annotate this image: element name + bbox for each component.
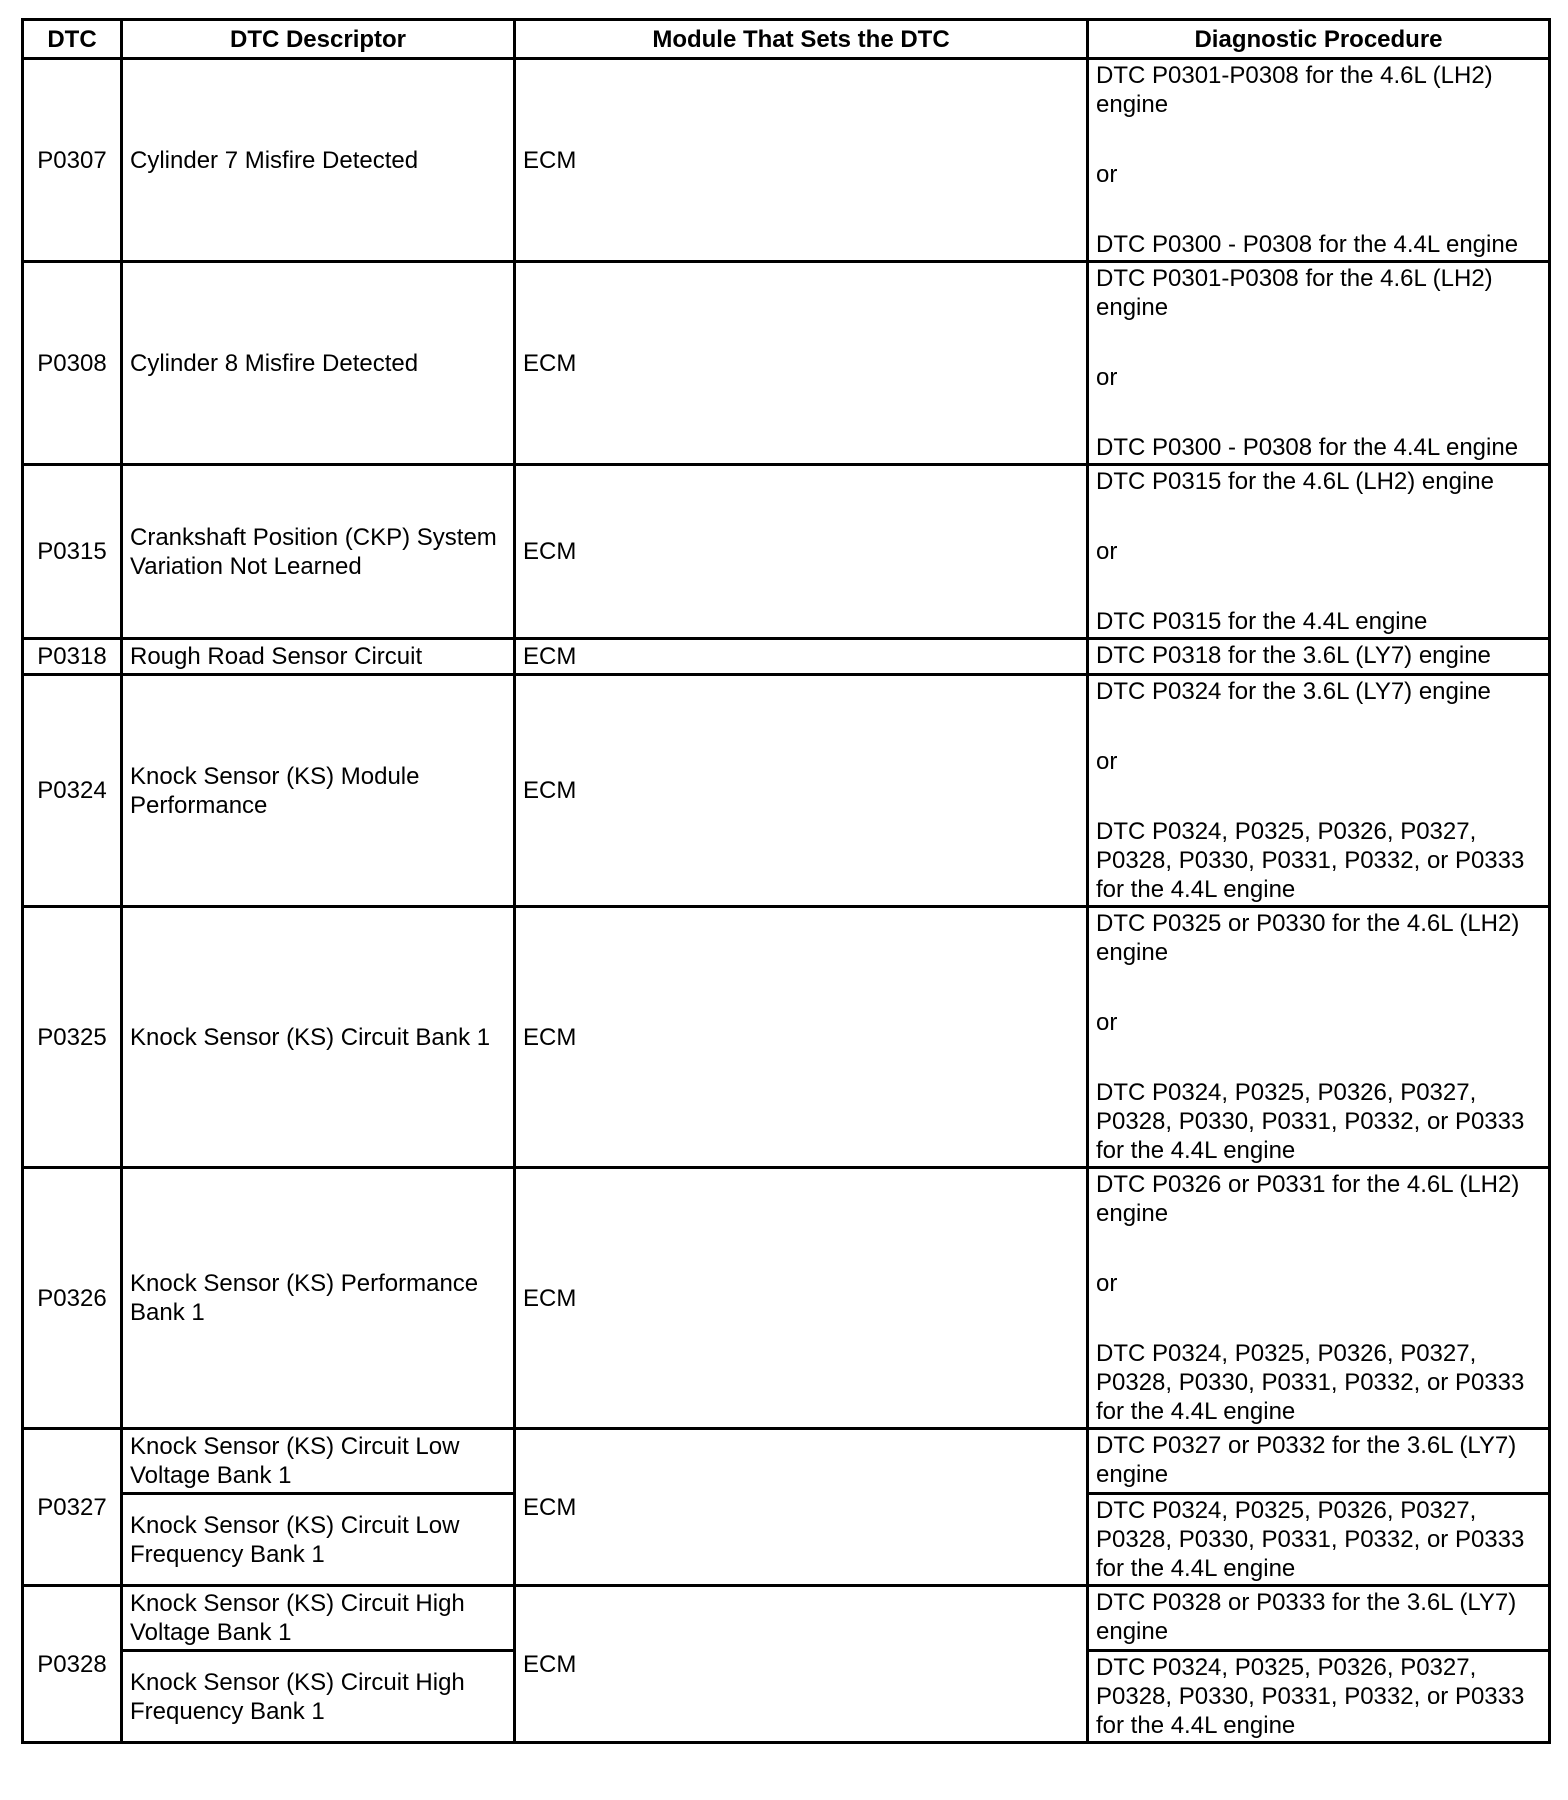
procedure-line: DTC P0315 for the 4.4L engine [1096,608,1428,635]
dtc-code: P0328 [23,1586,122,1743]
header-dtc: DTC [23,20,122,59]
procedure-line: DTC P0300 - P0308 for the 4.4L engine [1096,231,1519,258]
dtc-descriptor: Cylinder 8 Misfire Detected [122,262,515,465]
dtc-module: ECM [515,1429,1088,1586]
diagnostic-procedure: DTC P0324, P0325, P0326, P0327, P0328, P0330, P0331, P0332, or P0333 for the 4.4L engine [1088,1494,1550,1586]
table-row [23,1168,1550,1429]
dtc-descriptor: Knock Sensor (KS) Circuit High Frequency Bank 1 [122,1651,515,1743]
procedure-or: or [1096,748,1118,775]
header-module: Module That Sets the DTC [515,20,1088,59]
dtc-code: P0307 [23,59,122,262]
dtc-code: P0318 [23,639,122,675]
dtc-code: P0325 [23,907,122,1168]
dtc-module: ECM [515,1586,1088,1743]
dtc-module: ECM [515,907,1088,1168]
dtc-descriptor: Knock Sensor (KS) Performance Bank 1 [122,1168,515,1429]
dtc-descriptor: Knock Sensor (KS) Circuit High Voltage Bank 1 [122,1586,515,1651]
procedure-or: or [1096,1270,1118,1297]
header-row [23,20,1550,59]
procedure-line: DTC P0324, P0325, P0326, P0327, P0328, P0330, P0331, P0332, or P0333 for the 4.4L engine [1096,818,1525,903]
dtc-module: ECM [515,675,1088,907]
dtc-module: ECM [515,465,1088,639]
diagnostic-procedure [1088,1168,1550,1429]
diagnostic-procedure: DTC P0328 or P0333 for the 3.6L (LY7) engine [1088,1586,1550,1651]
dtc-descriptor: Knock Sensor (KS) Circuit Bank 1 [122,907,515,1168]
dtc-descriptor: Cylinder 7 Misfire Detected [122,59,515,262]
table-row [23,1429,1550,1494]
table-row [23,262,1550,465]
dtc-code: P0326 [23,1168,122,1429]
dtc-code: P0308 [23,262,122,465]
diagnostic-procedure [1088,465,1550,639]
diagnostic-procedure [1088,675,1550,907]
dtc-descriptor: Rough Road Sensor Circuit [122,639,515,675]
dtc-module: ECM [515,1168,1088,1429]
procedure-or: or [1096,364,1118,391]
dtc-module: ECM [515,59,1088,262]
dtc-descriptor: Knock Sensor (KS) Circuit Low Frequency Bank 1 [122,1494,515,1586]
diagnostic-procedure: DTC P0327 or P0332 for the 3.6L (LY7) engine [1088,1429,1550,1494]
dtc-module: ECM [515,262,1088,465]
dtc-descriptor: Knock Sensor (KS) Module Performance [122,675,515,907]
diagnostic-procedure: DTC P0324, P0325, P0326, P0327, P0328, P0330, P0331, P0332, or P0333 for the 4.4L engine [1088,1651,1550,1743]
procedure-line: DTC P0324, P0325, P0326, P0327, P0328, P0330, P0331, P0332, or P0333 for the 4.4L engine [1096,1079,1525,1164]
dtc-module: ECM [515,639,1088,675]
procedure-line: DTC P0324, P0325, P0326, P0327, P0328, P0330, P0331, P0332, or P0333 for the 4.4L engine [1096,1340,1525,1425]
table-row [23,59,1550,262]
table-row [23,1586,1550,1651]
procedure-line: DTC P0324 for the 3.6L (LY7) engine [1096,678,1491,705]
table-row [23,465,1550,639]
dtc-code: P0327 [23,1429,122,1586]
diagnostic-procedure [1088,59,1550,262]
procedure-line: DTC P0326 or P0331 for the 4.6L (LH2) engine [1096,1171,1520,1227]
dtc-descriptor: Knock Sensor (KS) Circuit Low Voltage Bank 1 [122,1429,515,1494]
table-row [23,639,1550,675]
procedure-or: or [1096,538,1118,565]
procedure-or: or [1096,1009,1118,1036]
dtc-code: P0324 [23,675,122,907]
procedure-or: or [1096,161,1118,188]
diagnostic-procedure [1088,907,1550,1168]
procedure-line: DTC P0318 for the 3.6L (LY7) engine [1096,642,1491,669]
procedure-line: DTC P0315 for the 4.6L (LH2) engine [1096,468,1495,495]
dtc-table [21,18,1551,1744]
dtc-code: P0315 [23,465,122,639]
header-procedure: Diagnostic Procedure [1088,20,1550,59]
dtc-descriptor: Crankshaft Position (CKP) System Variation Not Learned [122,465,515,639]
diagnostic-procedure [1088,639,1550,675]
table-row [23,907,1550,1168]
table-row [23,675,1550,907]
header-descriptor: DTC Descriptor [122,20,515,59]
procedure-line: DTC P0325 or P0330 for the 4.6L (LH2) engine [1096,910,1520,966]
procedure-line: DTC P0301-P0308 for the 4.6L (LH2) engine [1096,265,1493,321]
procedure-line: DTC P0300 - P0308 for the 4.4L engine [1096,434,1519,461]
procedure-line: DTC P0301-P0308 for the 4.6L (LH2) engine [1096,62,1493,118]
diagnostic-procedure [1088,262,1550,465]
